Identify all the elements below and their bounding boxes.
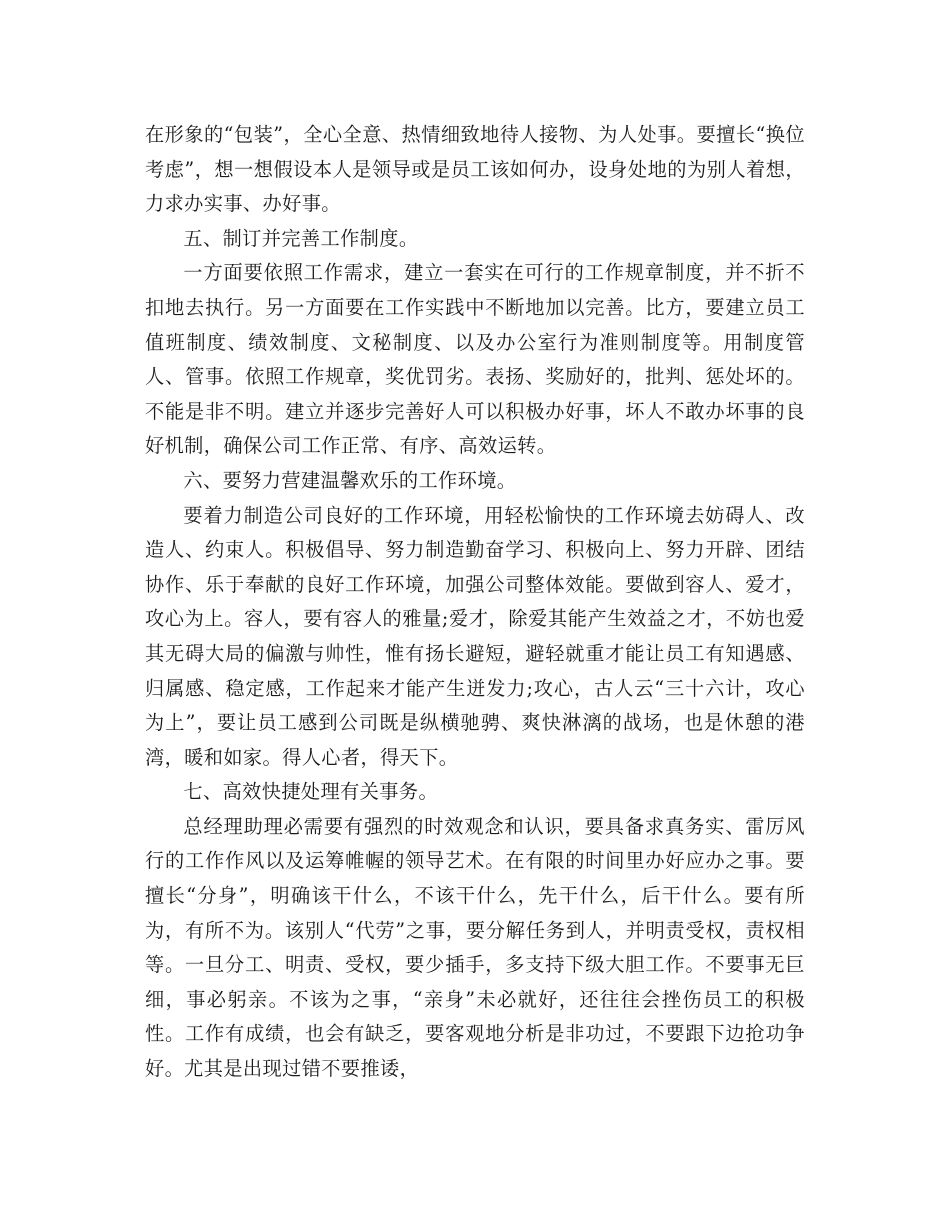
paragraph-efficiency: 总经理助理必需要有强烈的时效观念和认识，要具备求真务实、雷厉风行的工作作风以及运筹帷幄的领导艺术。在有限的时间里办好应办之事。要擅长“分身”，明确该干什么，不该干什么，先干什么，后干什么。要有所为，有所不为。该别人“代劳”之事，要分解任务到人，并明责受权，责权相等。一旦分工、明责、受权，要少插手，多支持下级大胆工作。不要事无巨细，事必躬亲。不该为之事，“亲身”未必就好，还往往会挫伤员工的积极性。工作有成绩，也会有缺乏，要客观地分析是非功过，不要跟下边抢功争好。尤其是出现过错不要推诿， (145, 814, 805, 1081)
section-heading-6: 六、要努力营建温馨欢乐的工作环境。 (183, 468, 517, 492)
section-heading-7: 七、高效快捷处理有关事务。 (183, 780, 439, 804)
paragraph-work-system: 一方面要依照工作需求，建立一套实在可行的工作规章制度，并不折不扣地去执行。另一方面要在工作实践中不断地加以完善。比方，要建立员工值班制度、绩效制度、文秘制度、以及办公室行为准则制度等。用制度管人、管事。依照工作规章，奖优罚劣。表扬、奖励好的，批判、惩处坏的。不能是非不明。建立并逐步完善好人可以积极办好事，坏人不敢办坏事的良好机制，确保公司工作正常、有序、高效运转。 (145, 261, 805, 458)
paragraph-continuation: 在形象的“包装”，全心全意、热情细致地待人接物、为人处事。要擅长“换位考虑”，想一想假设本人是领导或是员工该如何办，设身处地的为别人着想，力求办实事、办好事。 (145, 123, 805, 216)
section-heading-5: 五、制订并完善工作制度。 (183, 226, 419, 250)
document-body (145, 118, 805, 1087)
paragraph-work-environment: 要着力制造公司良好的工作环境，用轻松愉快的工作环境去妨碍人、改造人、约束人。积极倡导、努力制造勤奋学习、积极向上、努力开辟、团结协作、乐于奉献的良好工作环境，加强公司整体效能。要做到容人、爱才，攻心为上。容人，要有容人的雅量;爱才，除爱其能产生效益之才，不妨也爱其无碍大局的偏激与帅性，惟有扬长避短，避轻就重才能让员工有知遇感、归属感、稳定感，工作起来才能产生迸发力;攻心，古人云“三十六计，攻心为上”，要让员工感到公司既是纵横驰骋、爽快淋漓的战场，也是休憩的港湾，暖和如家。得人心者，得天下。 (145, 503, 805, 769)
